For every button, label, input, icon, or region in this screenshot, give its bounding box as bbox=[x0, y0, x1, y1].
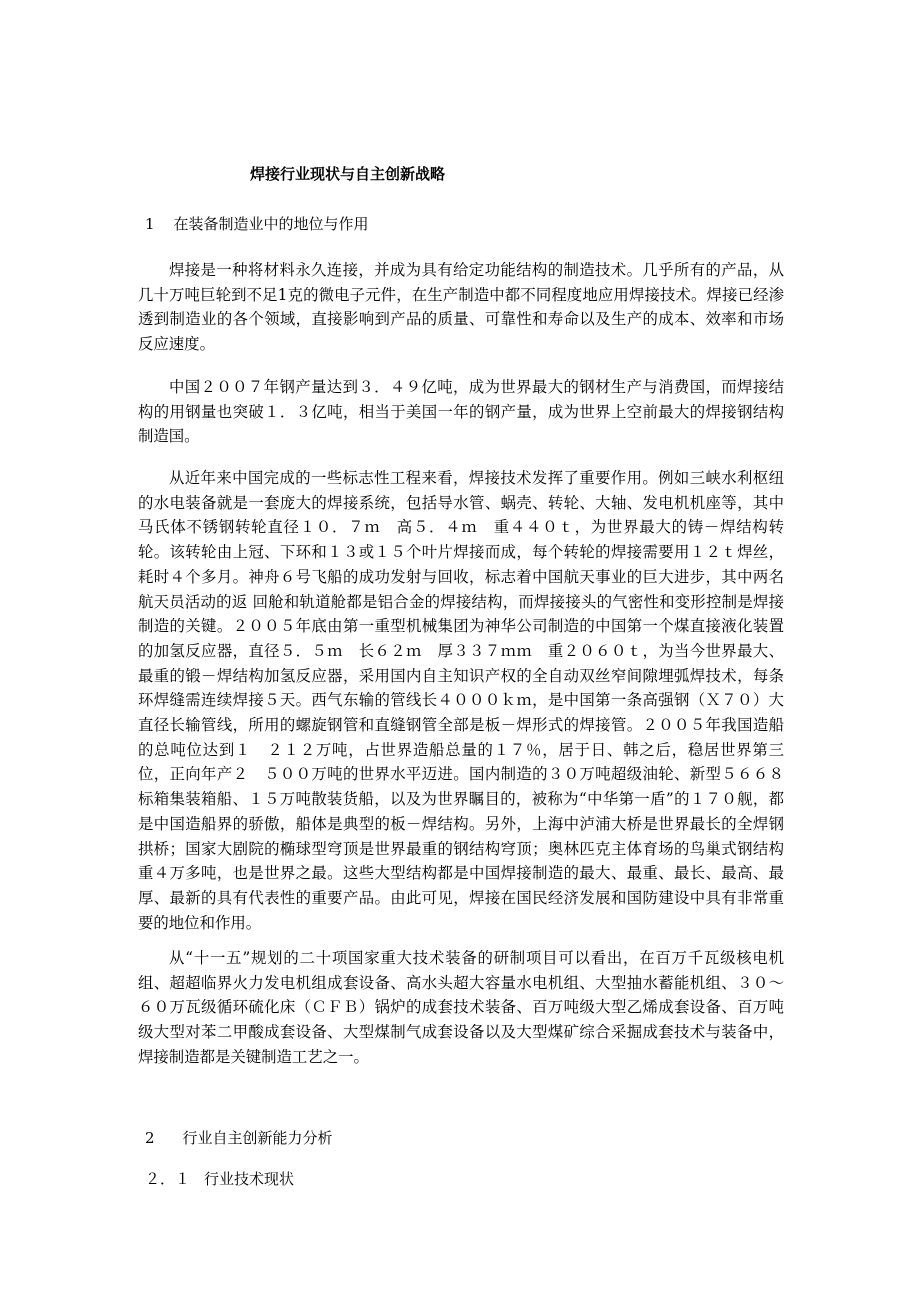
section-1-heading bbox=[145, 213, 369, 235]
document-title: 焊接行业现状与自主创新战略 bbox=[250, 165, 446, 183]
section-2-title: 行业自主创新能力分析 bbox=[182, 1129, 333, 1147]
section-2-1-number: ２．１ bbox=[145, 1170, 191, 1188]
paragraph-1: 焊接是一种将材料永久连接，并成为具有给定功能结构的制造技术。几乎所有的产品，从几十万吨巨轮到不足1克的微电子元件，在生产制造中都不同程度地应用焊接技术。焊接已经渗透到制造业的各个领域，直接影响到产品的质量、可靠性和寿命以及生产的成本、效率和市场反应速度。 bbox=[138, 261, 784, 354]
paragraph-2: 中国２００７年钢产量达到３．４９亿吨，成为世界最大的钢材生产与消费国，而焊接结构的用钢量也突破１．３亿吨，相当于美国一年的钢产量，成为世界上空前最大的焊接钢结构制造国。 bbox=[138, 378, 784, 446]
section-1-number: 1 bbox=[145, 215, 155, 233]
section-2-heading bbox=[145, 1127, 333, 1149]
section-2-1-title: 行业技术现状 bbox=[204, 1170, 295, 1188]
paragraph-3: 从近年来中国完成的一些标志性工程来看，焊接技术发挥了重要作用。例如三峡水利枢纽的水电装备就是一套庞大的焊接系统，包括导水管、蜗壳、转轮、大轴、发电机机座等，其中马氏体不锈钢转轮直径１０．７ｍ 高５．４ｍ 重４４０ｔ，为世界最大的铸－焊结构转轮。该转轮由上冠、下环和１３或１５个叶片焊接而成，每个转轮的焊接需要用１２ｔ焊丝，耗时４个多月。神舟６号飞船的成功发射与回收，标志着中国航天事业的巨大进步，其中两名航天员活动的返 回舱和轨道舱都是铝合金的焊接结构，而焊接接头的气密性和变形控制是焊接制造的关键。２００５年底由第一重型机械集团为神华公司制造的中国第一个煤直接液化装置的加氢反应器，直径５．５ｍ 长６２ｍ 厚３３７ｍｍ 重２０６０ｔ，为当今世界最大、最重的锻－焊结构加氢反应器，采用国内自主知识产权的全自动双丝窄间隙埋弧焊技术，每条环焊缝需连续焊接５天。西气东输的管线长４０００ｋｍ，是中国第一条高强钢（Ｘ７０）大直径长输管线，所用的螺旋钢管和直缝钢管全部是板－焊形式的焊接管。２００５年我国造船的总吨位达到１ ２１２万吨，占世界造船总量的１７％，居于日、韩之后，稳居世界第三位，正向年产２ ５００万吨的世界水平迈进。国内制造的３０万吨超级油轮、新型５６６８标箱集装箱船、１５万吨散装货船，以及为世界瞩目的，被称为“中华第一盾”的１７０舰，都是中国造船界的骄傲，船体是典型的板－焊结构。另外，上海中泸浦大桥是世界最长的全焊钢拱桥；国家大剧院的椭球型穹顶是世界最重的钢结构穹顶；奥林匹克主体育场的鸟巢式钢结构重４万多吨，也是世界之最。这些大型结构都是中国焊接制造的最大、最重、最长、最高、最厚、最新的具有代表性的重要产品。由此可见，焊接在国民经济发展和国防建设中具有非常重要的地位和作用。 bbox=[138, 469, 784, 932]
section-1-title: 在装备制造业中的地位与作用 bbox=[173, 215, 369, 233]
section-2-1-heading bbox=[145, 1168, 294, 1190]
paragraph-4: 从“十一五”规划的二十项国家重大技术装备的研制项目可以看出，在百万千瓦级核电机组、超超临界火力发电机组成套设备、高水头超大容量水电机组、大型抽水蓄能机组、３０～６０万瓦级循环硫化床（ＣＦＢ）锅炉的成套技术装备、百万吨级大型乙烯成套设备、百万吨级大型对苯二甲酸成套设备、大型煤制气成套设备以及大型煤矿综合采掘成套技术与装备中，焊接制造都是关键制造工艺之一。 bbox=[138, 949, 784, 1066]
section-2-number: 2 bbox=[145, 1129, 155, 1147]
